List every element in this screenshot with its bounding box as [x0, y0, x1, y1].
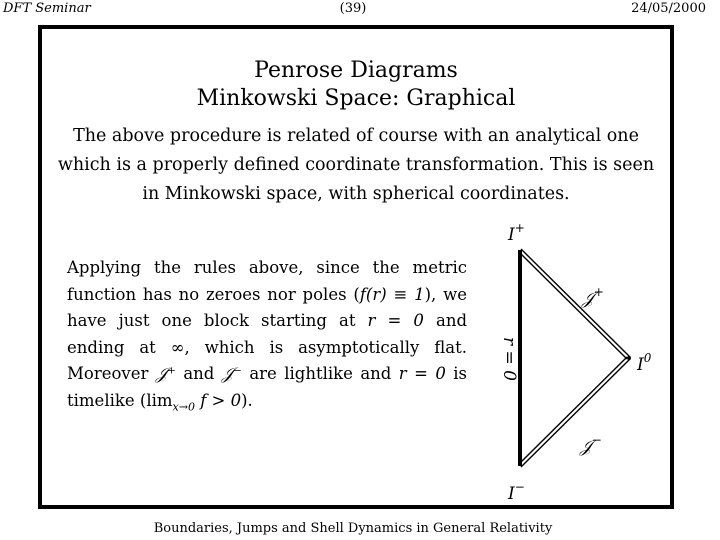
past-null-infinity-label: 𝒥−: [580, 433, 602, 457]
body-text-3: and ending at ∞, which is asymptotically flat. Moreover: [67, 311, 468, 384]
math-lim-expr: f > 0: [194, 390, 242, 410]
past-timelike-infinity-label: I−: [508, 480, 525, 504]
future-null-infinity-label: 𝒥+: [582, 285, 604, 309]
body-text-4: and: [175, 364, 222, 384]
r-zero-axis-label: r = 0: [499, 337, 519, 381]
body-text-6: is timelike (: [67, 364, 467, 410]
penrose-diagram: [480, 214, 680, 504]
page-footer: Boundaries, Jumps and Shell Dynamics in General Relativity: [153, 521, 553, 536]
body-text-7: ).: [241, 390, 253, 410]
body-text-2: ), we have just one block starting at: [67, 284, 468, 331]
title-line-2: Minkowski Space: Graphical: [196, 86, 516, 111]
math-scri-minus: 𝒥⁻: [221, 364, 242, 384]
math-metric: f(r) ≡ 1: [359, 284, 425, 304]
date: 24/05/2000: [631, 1, 706, 16]
math-r-zero-2: r = 0: [398, 364, 446, 384]
body-text-1: Applying the rules above, since the metric function has no zeroes nor poles (: [67, 258, 467, 304]
math-scri-plus: 𝒥⁺: [155, 364, 176, 384]
body-text-5: are lightlike and: [241, 364, 399, 384]
future-null-boundary: [521, 249, 630, 359]
spatial-infinity-point: [627, 356, 631, 360]
slide-frame: [38, 25, 674, 509]
seminar-name: DFT Seminar: [3, 1, 91, 16]
spatial-infinity-label: $I^0$: [637, 351, 652, 375]
slide-title: [42, 57, 670, 113]
math-lim: lim: [146, 390, 173, 410]
future-timelike-infinity-label: I+: [508, 221, 525, 245]
body-paragraph: [67, 255, 467, 421]
past-null-boundary: [521, 357, 630, 467]
page-header: [0, 0, 706, 20]
title-line-1: Penrose Diagrams: [254, 58, 458, 83]
math-r-zero: r = 0: [367, 311, 424, 331]
intro-paragraph: The above procedure is related of course with an analytical one which is a properly defined coordinate transformation. This is seen in Minkowski space, with spherical coordinates.: [57, 126, 655, 204]
page-number: (39): [339, 1, 367, 16]
math-lim-sub: x→0: [172, 400, 195, 414]
